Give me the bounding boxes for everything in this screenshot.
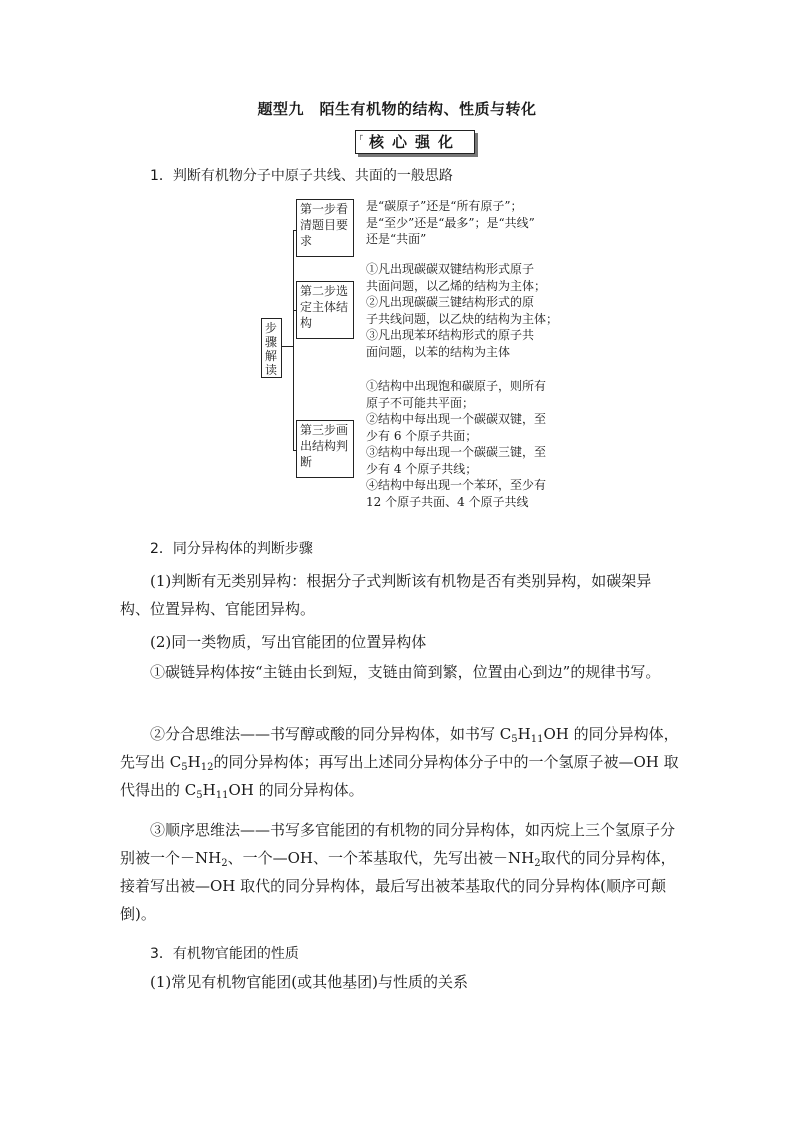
text-run: H	[202, 781, 216, 799]
step-3-label: 第三步画出结构判断	[300, 423, 349, 469]
desc-line: ②凡出现碳碳三键结构形式的原	[366, 295, 535, 309]
text-run: ②分合思维法——书写醇或酸的同分异构体，如书写 C	[150, 725, 512, 743]
corner-mark-icon: ┌	[358, 131, 363, 140]
step-3-box	[296, 420, 354, 478]
desc-line: 子共线问题，以乙炔的结构为主体；	[366, 311, 559, 326]
diagram-root-box	[261, 318, 282, 378]
text-run: H	[187, 753, 201, 771]
text-run: ③顺序思维法——书写多官能团的有机物的同分异构体，如丙烷上三个氢原子分别被一个－NH	[120, 821, 676, 867]
desc-line: ③结构中每出现一个碳碳三键，至	[366, 445, 547, 459]
step-2-description	[366, 261, 576, 360]
desc-line: 是“碳原子”还是“所有原子”；	[366, 199, 523, 213]
step-1-description	[366, 198, 576, 248]
text-run: OH 的同分异构体。	[228, 781, 364, 799]
text-run: OH 的同分异构体，先写出 C	[120, 725, 679, 771]
section3-paragraph-1: (1)常见有机物官能团(或其他基团)与性质的关系	[150, 973, 468, 991]
section2-paragraph-4	[120, 720, 680, 804]
subscript: 5	[511, 734, 518, 745]
core-section-badge	[355, 130, 475, 154]
page-title: 题型九 陌生有机物的结构、性质与转化	[257, 100, 537, 118]
section2-paragraph-2: (2)同一类物质，写出官能团的位置异构体	[150, 633, 427, 651]
connector	[293, 230, 294, 451]
section2-heading: 2．同分异构体的判断步骤	[150, 541, 313, 557]
connector	[282, 346, 293, 347]
text-run: 、一个—OH、一个苯基取代，先写出被－NH	[227, 849, 535, 867]
desc-line: ③凡出现苯环结构形式的原子共	[366, 328, 535, 342]
desc-line: ②结构中每出现一个碳碳双键，至	[366, 412, 547, 426]
text-run: 的同分异构体；再写出上述同分异构体分子中的一个氢原子被—OH 取代得出的 C	[120, 753, 679, 799]
step-3-description	[366, 378, 576, 510]
desc-line: ④结构中每出现一个苯环，至少有	[366, 478, 547, 492]
core-section-label: 核心强化	[368, 133, 461, 151]
step-1-box	[296, 199, 354, 257]
subscript: 12	[200, 762, 214, 773]
step-1-label: 第一步看清题目要求	[300, 202, 349, 248]
desc-line: 12 个原子共面、4 个原子共线	[366, 494, 529, 509]
desc-line: 原子不可能共平面；	[366, 395, 475, 410]
step-2-box	[296, 281, 354, 339]
desc-line: 还是“共面”	[366, 232, 427, 246]
text-run: H	[517, 725, 531, 743]
section1-heading: 1．判断有机物分子中原子共线、共面的一般思路	[150, 168, 453, 184]
desc-line: ①凡出现碳碳双键结构形式原子	[366, 262, 535, 276]
section3-heading: 3．有机物官能团的性质	[150, 946, 299, 962]
subscript: 5	[196, 790, 203, 801]
subscript: 2	[221, 858, 228, 869]
desc-line: 少有 4 个原子共线；	[366, 461, 478, 476]
text-run: 取代的同分异构体，接着写出被—OH 取代的同分异构体，最后写出被苯基取代的同分异构体(顺序可颠倒)。	[120, 849, 676, 923]
desc-line: 是“至少”还是“最多”；是“共线”	[366, 215, 535, 230]
desc-line: ①结构中出现饱和碳原子，则所有	[366, 379, 547, 393]
step-2-label: 第二步选定主体结构	[300, 284, 349, 330]
subscript: 5	[181, 762, 188, 773]
desc-line: 共面问题，以乙烯的结构为主体；	[366, 278, 547, 293]
subscript: 11	[530, 734, 544, 745]
desc-line: 少有 6 个原子共面；	[366, 428, 478, 443]
desc-line: 面问题，以苯的结构为主体	[366, 344, 511, 359]
section2-paragraph-5	[120, 816, 680, 928]
subscript: 11	[215, 790, 229, 801]
section2-paragraph-3: ①碳链异构体按“主链由长到短，支链由简到繁，位置由心到边”的规律书写。	[150, 663, 661, 681]
subscript: 2	[534, 858, 541, 869]
diagram-root-label: 步骤解读	[265, 321, 278, 377]
section2-paragraph-1: (1)判断有无类别异构：根据分子式判断该有机物是否有类别异构，如碳架异构、位置异构、官能团异构。	[120, 572, 652, 618]
